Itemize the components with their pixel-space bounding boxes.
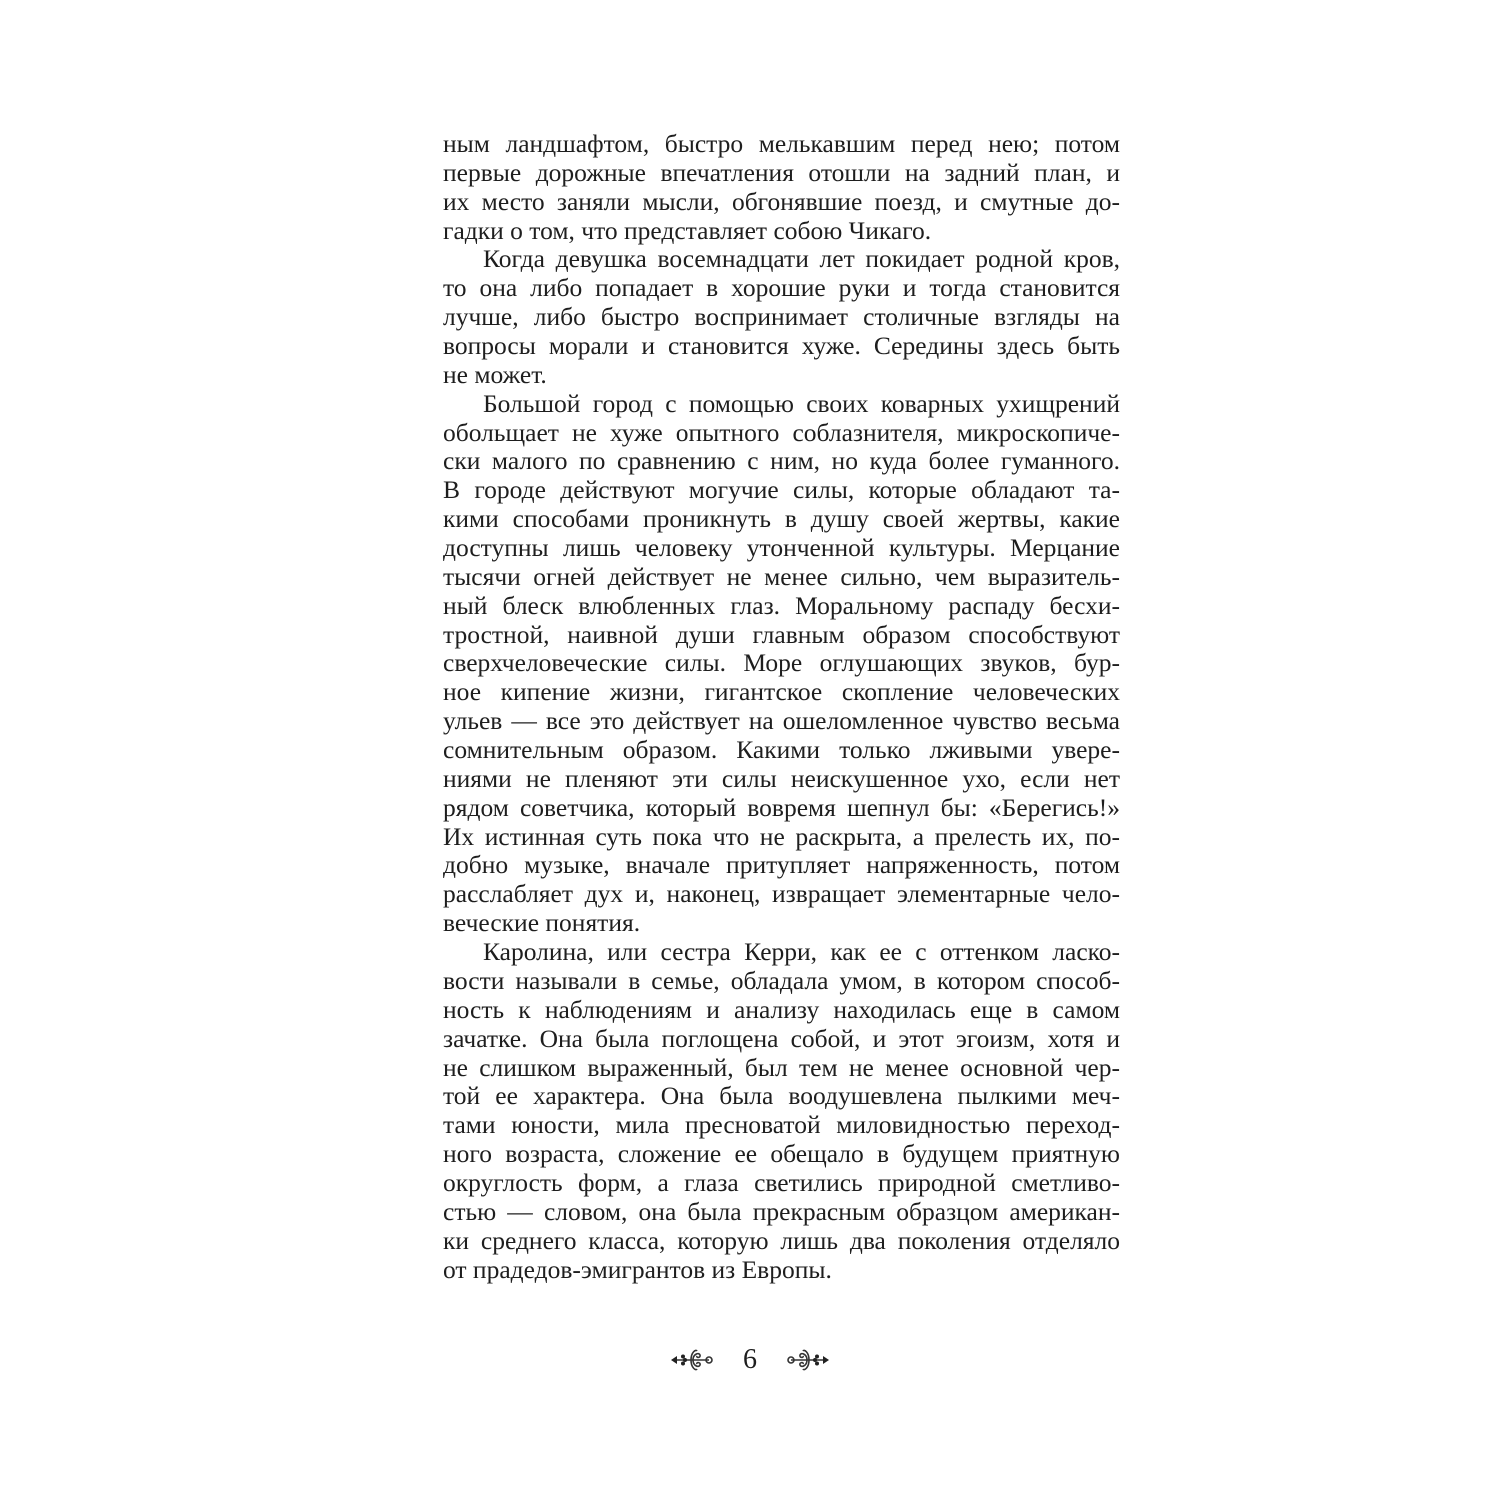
text-line: кими способами проникнуть в душу своей жертвы, какие (443, 504, 1120, 534)
text-line: В городе действуют могучие силы, которые обладают та- (443, 475, 1120, 505)
text-line: ное кипение жизни, гигантское скопление человеческих (443, 677, 1120, 707)
text-line: сверхчеловеческие силы. Море оглушающих звуков, бур- (443, 648, 1120, 678)
text-line: Каролина, или сестра Керри, как ее с оттенком ласко- (483, 937, 1120, 967)
page-body (443, 130, 1120, 1284)
text-line: тростной, наивной души главным образом способствуют (443, 619, 1120, 649)
text-line: лучше, либо быстро воспринимает столичные взгляды на (443, 302, 1120, 332)
text-line: ки среднего класса, которую лишь два поколения отделяло (443, 1225, 1120, 1255)
paragraph (443, 938, 1120, 1284)
text-line: обольщает не хуже опытного соблазнителя, микроскопиче- (443, 417, 1120, 447)
text-line: вопросы морали и становится хуже. Середины здесь быть (443, 331, 1120, 361)
paragraph (443, 245, 1120, 389)
text-line: вости называли в семье, обладала умом, в котором способ- (443, 965, 1120, 995)
text-line: стью — словом, она была прекрасным образцом американ- (443, 1196, 1120, 1226)
text-line: округлость форм, а глаза светились природной сметливо- (443, 1167, 1120, 1197)
text-line: не слишком выраженный, был тем не менее основной чер- (443, 1052, 1120, 1082)
text-line: расслабляет дух и, наконец, извращает элементарные чело- (443, 879, 1120, 909)
fleuron-right-icon (785, 1347, 831, 1373)
text-line: ный блеск влюбленных глаз. Моральному распаду бесхи- (443, 590, 1120, 620)
text-line: ным ландшафтом, быстро мелькавшим перед нею; потом (443, 129, 1120, 158)
text-line: добно музыке, вначале притупляет напряженность, потом (443, 850, 1120, 880)
text-line: Большой город с помощью своих коварных ухищрений (483, 388, 1120, 418)
text-line: зачатке. Она была поглощена собой, и этот эгоизм, хотя и (443, 1023, 1120, 1053)
text-line: ность к наблюдениям и анализу находилась еще в самом (443, 994, 1120, 1024)
text-line: их место заняли мысли, обгонявшие поезд, и смутные до- (443, 186, 1120, 216)
text-line: тысячи огней действует не менее сильно, чем выразитель- (443, 561, 1120, 591)
text-line: от прадедов-эмигрантов из Европы. (443, 1254, 832, 1284)
text-line: веческие понятия. (443, 908, 641, 938)
text-line: Их истинная суть пока что не раскрыта, а прелесть их, по- (443, 821, 1120, 851)
text-line: доступны лишь человеку утонченной культуры. Мерцание (443, 533, 1120, 563)
text-line: ного возраста, сложение ее обещало в будущем приятную (443, 1139, 1120, 1169)
text-line: той ее характера. Она была воодушевлена пылкими меч- (443, 1081, 1120, 1111)
paragraph (443, 130, 1120, 245)
paragraph (443, 390, 1120, 938)
text-line: то она либо попадает в хорошие руки и тогда становится (443, 273, 1120, 303)
text-line: ски малого по сравнению с ним, но куда более гуманного. (443, 446, 1120, 476)
text-line: гадки о том, что представляет собою Чикаго. (443, 215, 932, 245)
text-line: ниями не пленяют эти силы неискушенное ухо, если нет (443, 763, 1120, 793)
text-line: не может. (443, 359, 547, 389)
page-footer (0, 1342, 1500, 1378)
text-line: первые дорожные впечатления отошли на задний план, и (443, 157, 1120, 187)
text-line: тами юности, мила пресноватой миловидностью переход- (443, 1110, 1120, 1140)
fleuron-left-icon (669, 1347, 715, 1373)
text-line: ульев — все это действует на ошеломленное чувство весьма (443, 706, 1120, 736)
page-number: 6 (743, 1344, 757, 1375)
text-line: сомнительным образом. Какими только лживыми увере- (443, 735, 1120, 765)
text-line: Когда девушка восемнадцати лет покидает родной кров, (483, 244, 1120, 274)
text-line: рядом советчика, который вовремя шепнул бы: «Берегись!» (443, 792, 1120, 822)
